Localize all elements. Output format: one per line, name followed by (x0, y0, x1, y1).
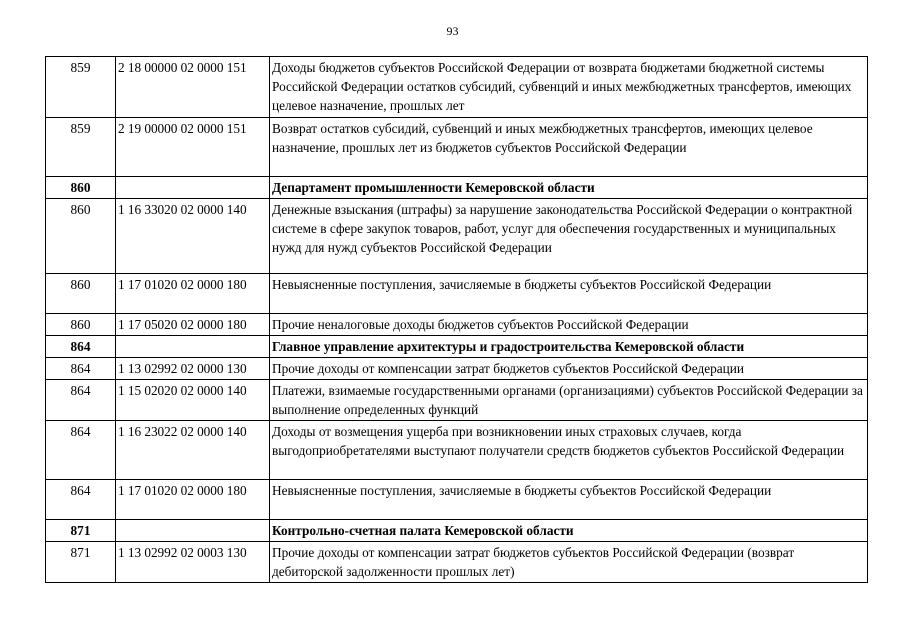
kbk-code-cell: 1 13 02992 02 0003 130 (116, 542, 270, 583)
description-cell: Платежи, взимаемые государственными органами (организациями) субъектов Российской Федерации за выполнение определенных функций (270, 380, 868, 421)
kbk-code-cell: 2 19 00000 02 0000 151 (116, 118, 270, 177)
table-row (46, 118, 868, 177)
section-title: Главное управление архитектуры и градостроительства Кемеровской области (270, 336, 868, 358)
admin-code-cell: 864 (46, 421, 116, 480)
admin-code-cell: 860 (46, 177, 116, 199)
kbk-code-cell: 2 18 00000 02 0000 151 (116, 57, 270, 118)
table-row (46, 480, 868, 520)
admin-code-cell: 871 (46, 520, 116, 542)
section-title: Департамент промышленности Кемеровской области (270, 177, 868, 199)
kbk-code-cell (116, 177, 270, 199)
description-cell: Прочие неналоговые доходы бюджетов субъектов Российской Федерации (270, 314, 868, 336)
description-cell: Невыясненные поступления, зачисляемые в бюджеты субъектов Российской Федерации (270, 480, 868, 520)
description-cell: Денежные взыскания (штрафы) за нарушение законодательства Российской Федерации о контрактной системе в сфере закупок товаров, работ, услуг для обеспечения государственных и муниципальных нужд для нужд субъектов Российской Федерации (270, 199, 868, 274)
table-row (46, 199, 868, 274)
kbk-code-cell: 1 15 02020 02 0000 140 (116, 380, 270, 421)
section-header-row (46, 177, 868, 199)
admin-code-cell: 864 (46, 358, 116, 380)
admin-code-cell: 859 (46, 57, 116, 118)
kbk-code-cell: 1 17 01020 02 0000 180 (116, 480, 270, 520)
page-number: 93 (446, 24, 459, 38)
table-row (46, 380, 868, 421)
kbk-code-cell: 1 16 23022 02 0000 140 (116, 421, 270, 480)
admin-code-cell: 860 (46, 199, 116, 274)
description-cell: Доходы бюджетов субъектов Российской Федерации от возврата бюджетами бюджетной системы Российской Федерации остатков субсидий, субвенций и иных межбюджетных трансфертов, имеющих целевое назначение, прошлых лет (270, 57, 868, 118)
admin-code-cell: 860 (46, 274, 116, 314)
admin-code-cell: 864 (46, 380, 116, 421)
admin-code-cell: 864 (46, 480, 116, 520)
kbk-code-cell (116, 520, 270, 542)
table-row (46, 421, 868, 480)
section-title: Контрольно-счетная палата Кемеровской области (270, 520, 868, 542)
kbk-code-cell: 1 17 05020 02 0000 180 (116, 314, 270, 336)
kbk-code-cell: 1 13 02992 02 0000 130 (116, 358, 270, 380)
admin-code-cell: 859 (46, 118, 116, 177)
admin-code-cell: 864 (46, 336, 116, 358)
description-cell: Возврат остатков субсидий, субвенций и иных межбюджетных трансфертов, имеющих целевое назначение, прошлых лет из бюджетов субъектов Российской Федерации (270, 118, 868, 177)
description-cell: Невыясненные поступления, зачисляемые в бюджеты субъектов Российской Федерации (270, 274, 868, 314)
table-row (46, 314, 868, 336)
revenue-administrators-table (45, 56, 868, 583)
description-cell: Прочие доходы от компенсации затрат бюджетов субъектов Российской Федерации (возврат дебиторской задолженности прошлых лет) (270, 542, 868, 583)
description-cell: Прочие доходы от компенсации затрат бюджетов субъектов Российской Федерации (270, 358, 868, 380)
table-row (46, 542, 868, 583)
table-row (46, 274, 868, 314)
section-header-row (46, 520, 868, 542)
table-row (46, 358, 868, 380)
section-header-row (46, 336, 868, 358)
admin-code-cell: 860 (46, 314, 116, 336)
kbk-code-cell: 1 16 33020 02 0000 140 (116, 199, 270, 274)
table-row (46, 57, 868, 118)
kbk-code-cell (116, 336, 270, 358)
admin-code-cell: 871 (46, 542, 116, 583)
description-cell: Доходы от возмещения ущерба при возникновении иных страховых случаев, когда выгодоприобретателями выступают получатели средств бюджетов субъектов Российской Федерации (270, 421, 868, 480)
kbk-code-cell: 1 17 01020 02 0000 180 (116, 274, 270, 314)
